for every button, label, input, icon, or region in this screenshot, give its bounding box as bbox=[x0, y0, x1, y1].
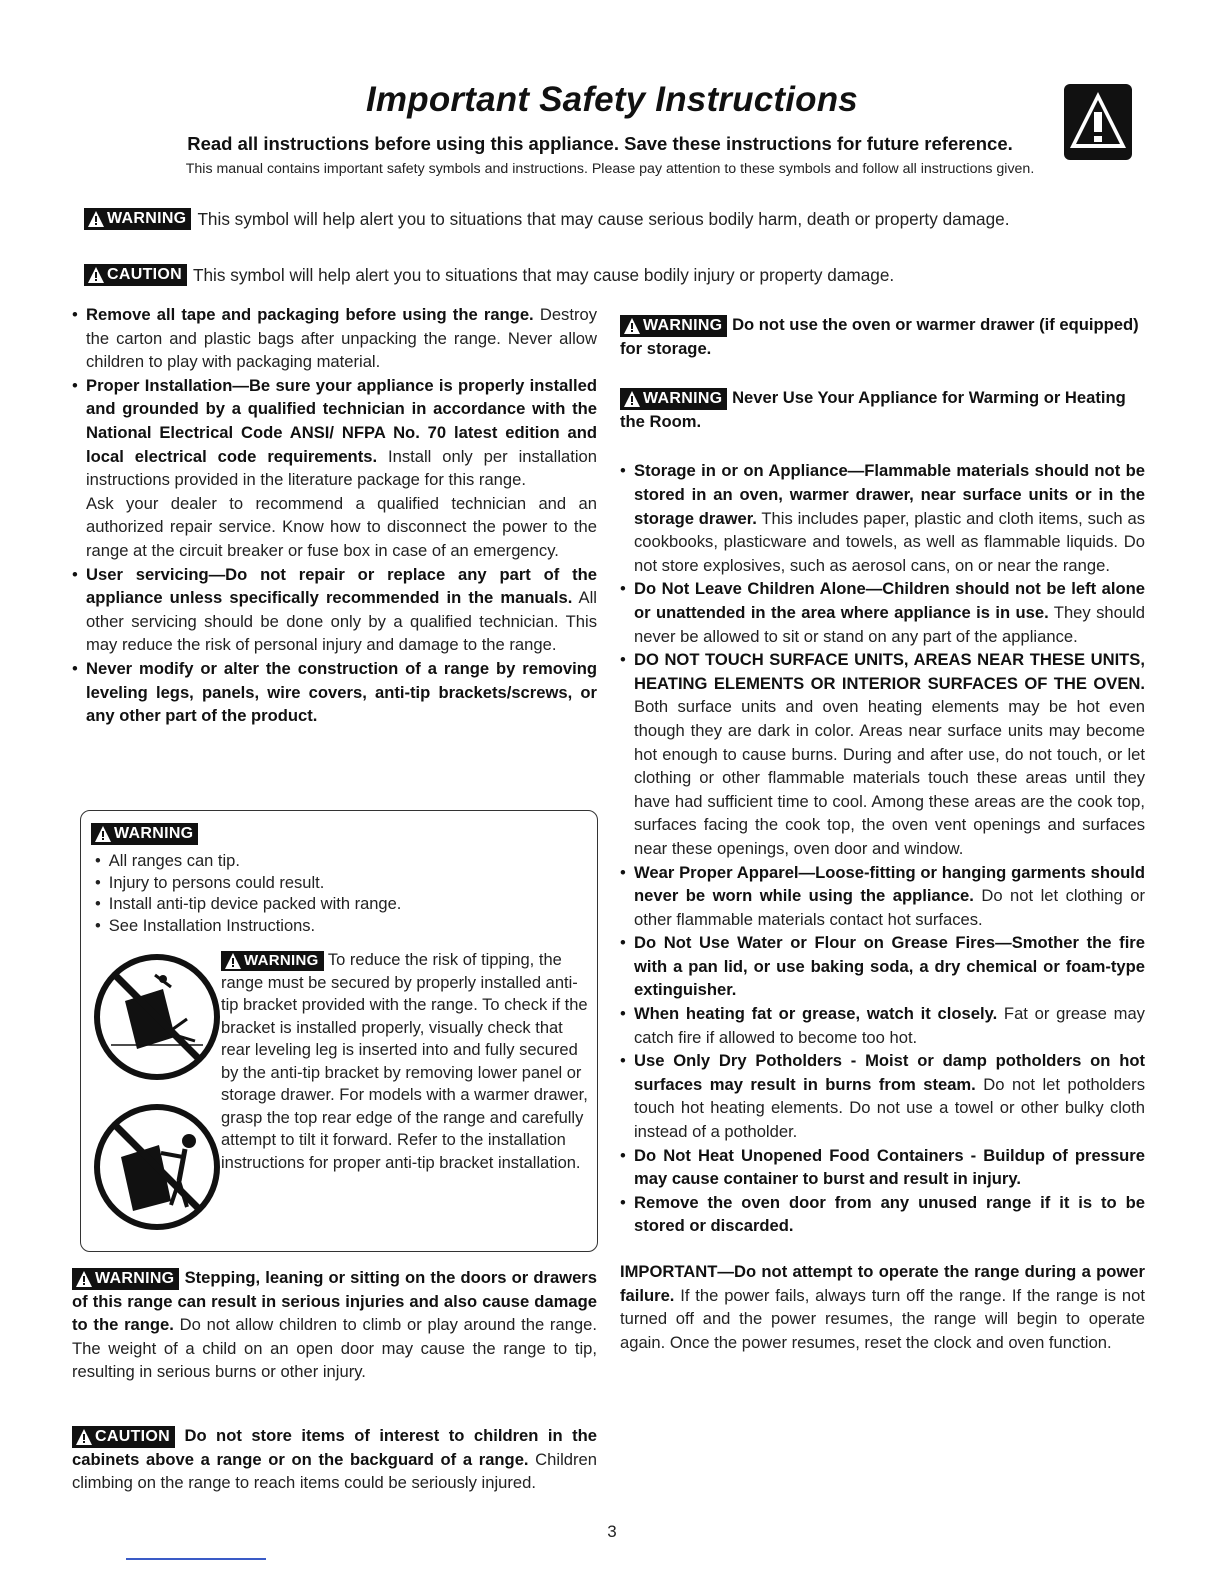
list-item: • Injury to persons could result. bbox=[95, 873, 401, 895]
alert-triangle-icon bbox=[75, 1270, 93, 1288]
anti-tip-instructions bbox=[221, 949, 591, 1174]
instruction-item: • Remove the oven door from any unused range if it is to be stored or discarded. bbox=[620, 1191, 1145, 1238]
no-tipping-icon bbox=[91, 1101, 223, 1233]
instruction-item: • Do Not Leave Children Alone—Children should not be left alone or unattended in the area where appliance is in use. They should never be allowed to sit or stand on any part of the appliance. bbox=[620, 577, 1145, 648]
list-item: • All ranges can tip. bbox=[95, 851, 401, 873]
page-number: 3 bbox=[607, 1522, 617, 1541]
instruction-paragraph: Ask your dealer to recommend a qualified technician and an authorized repair service. Know how to disconnect the power to the range at the circuit breaker or fuse box in case of an emergency. bbox=[86, 493, 597, 560]
alert-triangle-icon bbox=[623, 390, 641, 408]
list-item: • Install anti-tip device packed with range. bbox=[95, 894, 401, 916]
instruction-item: • Do Not Heat Unopened Food Containers - Buildup of pressure may cause container to burst and result in injury. bbox=[620, 1144, 1145, 1191]
left-column bbox=[72, 303, 597, 728]
alert-triangle-icon bbox=[623, 317, 641, 335]
warning-badge: WARNING bbox=[72, 1268, 179, 1290]
warning-badge: WARNING bbox=[221, 951, 324, 971]
warning-badge: WARNING bbox=[91, 823, 198, 845]
right-column bbox=[620, 313, 1145, 1354]
warning-badge: WARNING bbox=[620, 388, 727, 410]
instruction-item: • Never modify or alter the construction of a range by removing leveling legs, panels, wire covers, anti-tip brackets/screws, or any other part of the product. bbox=[72, 657, 597, 728]
alert-triangle-icon bbox=[94, 825, 112, 843]
warning-badge: WARNING bbox=[620, 315, 727, 337]
stepping-warning: WARNING Stepping, leaning or sitting on the doors or drawers of this range can result in serious injuries and also cause damage to the range. Do not allow children to climb or play around the range. The weight of a child on an open door may cause the range to tip, resulting in serious burns or other injury. bbox=[72, 1268, 597, 1382]
warning-symbol-line bbox=[84, 208, 1009, 230]
caution-badge: CAUTION bbox=[72, 1426, 175, 1448]
alert-triangle-icon bbox=[1064, 84, 1132, 160]
no-tipping-icon bbox=[91, 951, 223, 1083]
instruction-item: • Proper Installation—Be sure your appliance is properly installed and grounded by a qualified technician in accordance with the National Electrical Code ANSI/ NFPA No. 70 latest edition and local electrical code requirements. Install only per installation instructions provided in the literature package for this range. bbox=[72, 374, 597, 492]
instruction-item: • Do Not Use Water or Flour on Grease Fires—Smother the fire with a pan lid, or use baking soda, a dry chemical or foam-type extinguisher. bbox=[620, 931, 1145, 1002]
caution-badge: CAUTION bbox=[84, 264, 187, 286]
caution-symbol-text: This symbol will help alert you to situations that may cause bodily injury or property damage. bbox=[192, 264, 895, 285]
power-failure-note: IMPORTANT—Do not attempt to operate the range during a power failure. If the power fails, always turn off the range. If the range is not turned off and the power resumes, the range will begin to operate again. Once the power resumes, reset the clock and oven function. bbox=[620, 1262, 1145, 1352]
instruction-item: • Wear Proper Apparel—Loose-fitting or hanging garments should never be worn while using the appliance. Do not let clothing or other flammable materials contact hot surfaces. bbox=[620, 861, 1145, 932]
storage-warning: WARNING Do not use the oven or warmer drawer (if equipped) for storage. bbox=[620, 315, 1139, 358]
alert-triangle-icon bbox=[87, 266, 105, 284]
anti-tip-warning-box bbox=[80, 810, 598, 1252]
cabinet-caution: CAUTION Do not store items of interest to children in the cabinets above a range or on the backguard of a range. Children climbing on the range to reach items could be seriously injured. bbox=[72, 1426, 597, 1493]
instruction-item: • When heating fat or grease, watch it closely. Fat or grease may catch fire if allowed to become too hot. bbox=[620, 1002, 1145, 1049]
list-item: • See Installation Instructions. bbox=[95, 916, 401, 938]
footer-rule bbox=[126, 1558, 266, 1560]
alert-triangle-icon bbox=[87, 210, 105, 228]
alert-triangle-icon bbox=[75, 1428, 93, 1446]
anti-tip-text: To reduce the risk of tipping, the range must be secured by properly installed anti-tip bracket provided with the range. To check if the bracket is installed properly, visually check that rear leveling leg is inserted into and fully secured by the anti-tip bracket by removing lower panel or storage drawer. For models with a warmer drawer, grasp the top rear edge of the range and carefully attempt to tilt it forward. Refer to the installation instructions for proper anti-tip bracket installation. bbox=[221, 951, 588, 1172]
instruction-item: • Storage in or on Appliance—Flammable materials should not be stored in an oven, warmer drawer, near surface units or in the storage drawer. This includes paper, plastic and cloth items, such as cookbooks, plasticware and towels, as well as flammable liquids. Do not store explosives, such as aerosol cans, on or near the range. bbox=[620, 459, 1145, 577]
heating-warning: WARNING Never Use Your Appliance for Warming or Heating the Room. bbox=[620, 388, 1126, 431]
warning-symbol-text: This symbol will help alert you to situations that may cause serious bodily harm, death or property damage. bbox=[197, 208, 1010, 229]
instruction-item: • Remove all tape and packaging before using the range. Destroy the carton and plastic bags after unpacking the range. Never allow children to play with packaging material. bbox=[72, 303, 597, 374]
alert-triangle-icon bbox=[224, 952, 242, 970]
instruction-item: • User servicing—Do not repair or replace any part of the appliance unless specifically recommended in the manuals. All other servicing should be done only by a qualified technician. This may reduce the risk of personal injury and damage to the range. bbox=[72, 563, 597, 657]
page-title: Important Safety Instructions bbox=[366, 80, 858, 119]
page-subtitle: Read all instructions before using this appliance. Save these instructions for future reference. bbox=[187, 133, 1013, 154]
warning-badge: WARNING bbox=[84, 208, 191, 230]
caution-symbol-line bbox=[84, 264, 894, 286]
intro-text: This manual contains important safety symbols and instructions. Please pay attention to these symbols and follow all instructions given. bbox=[185, 161, 1035, 177]
instruction-item: • DO NOT TOUCH SURFACE UNITS, AREAS NEAR THESE UNITS, HEATING ELEMENTS OR INTERIOR SURFACES OF THE OVEN. Both surface units and oven heating elements may be hot even though they are dark in color. Areas near surface units may become hot enough to cause burns. During and after use, do not touch, or let clothing or other flammable materials touch these areas until they have had sufficient time to cool. Among these areas are the cook top, surfaces facing the cook top, the oven vent openings and surfaces near these openings, oven door and window. bbox=[620, 648, 1145, 860]
warning-bullets bbox=[95, 851, 401, 937]
instruction-item: • Use Only Dry Potholders - Moist or damp potholders on hot surfaces may result in burns from steam. Do not let potholders touch hot heating elements. Do not use a towel or other bulky cloth instead of a potholder. bbox=[620, 1049, 1145, 1143]
